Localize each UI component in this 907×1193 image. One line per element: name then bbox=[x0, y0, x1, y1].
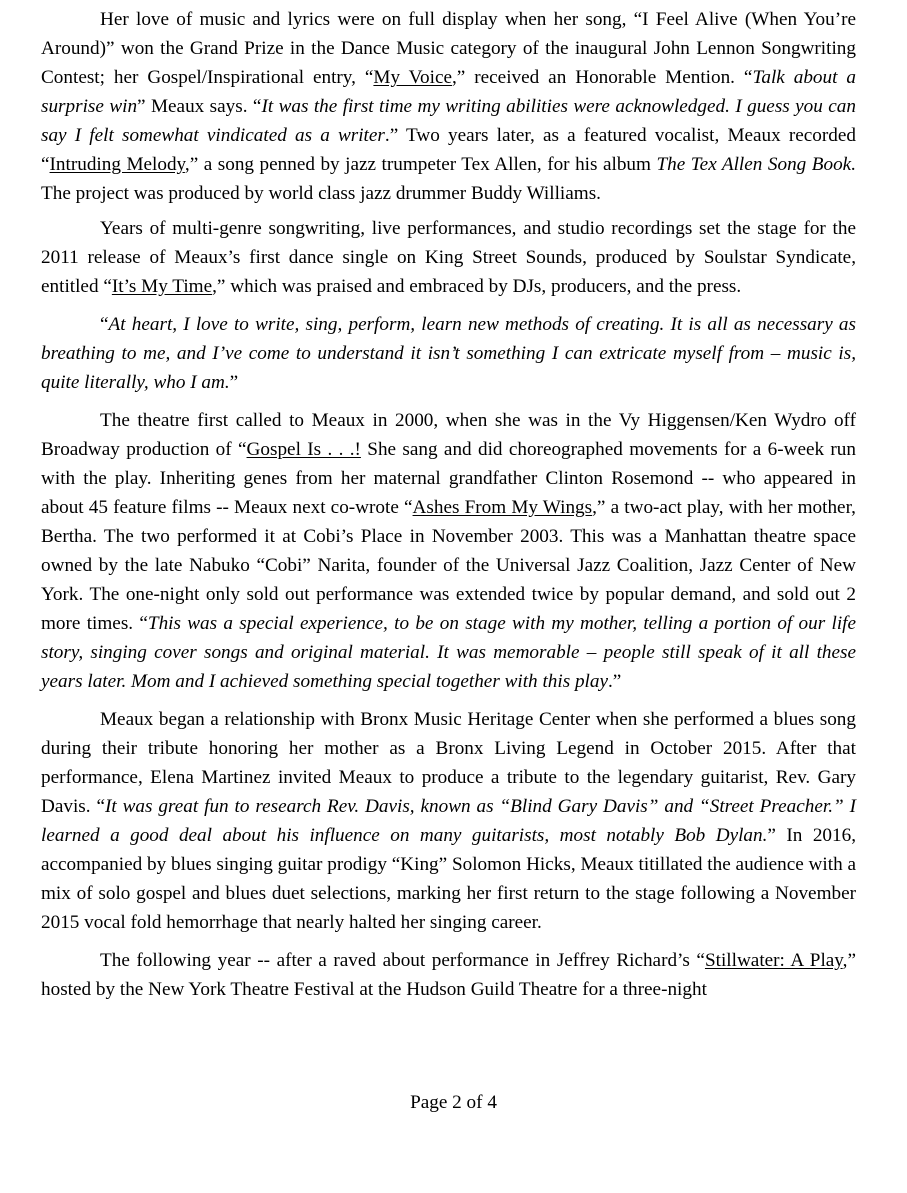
text-run: Meaux began a relationship with Bronx Music Heritage Center when she performed a blues song during their tribute honoring her mother as a Bronx Living Legend in October 2015. After that performance, Elena Martinez invited Meaux to produce a tribute to the legendary guitarist, Rev. Gary Davis. “ bbox=[41, 709, 856, 817]
text-run: ,” hosted by the New York Theatre Festival at the Hudson Guild Theatre for a three-night bbox=[41, 950, 856, 1000]
text-run: The project was produced by world class jazz drummer Buddy Williams. bbox=[41, 183, 601, 204]
text-run: ” bbox=[229, 372, 239, 393]
text-run: .” Two years later, as a featured vocalist, Meaux recorded “ bbox=[41, 125, 856, 175]
paragraph-4 bbox=[41, 406, 856, 696]
text-run: ,” which was praised and embraced by DJs, producers, and the press. bbox=[212, 276, 742, 297]
paragraph-1 bbox=[41, 5, 856, 208]
text-run: ,” received an Honorable Mention. “ bbox=[452, 67, 753, 88]
text-run: Her love of music and lyrics were on full display when her song, “I Feel Alive (When You’re Around)” won the Grand Prize in the Dance Music category of the inaugural John Lennon Songwriting Contest; her Gospel/Inspirational entry, “ bbox=[41, 9, 856, 88]
italic-quote: The Tex Allen Song Book. bbox=[656, 154, 856, 175]
paragraph-3 bbox=[41, 310, 856, 397]
underlined-title: Ashes From My Wings bbox=[412, 497, 593, 518]
text-run: ” In 2016, accompanied by blues singing guitar prodigy “King” Solomon Hicks, Meaux titillated the audience with a mix of solo gospel and blues duet selections, marking her first return to the stage following a November 2015 vocal fold hemorrhage that nearly halted her singing career. bbox=[41, 825, 857, 933]
paragraph-6 bbox=[41, 946, 856, 1004]
page-number: Page 2 of 4 bbox=[410, 1092, 497, 1113]
text-run: She sang and did choreographed movements for a 6-week run with the play. Inheriting genes from her maternal grandfather Clinton Rosemond -- who appeared in about 45 feature films -- Meaux next co-wrote “ bbox=[41, 439, 856, 518]
text-run: ,” a two-act play, with her mother, Bertha. The two performed it at Cobi’s Place in November 2003. This was a Manhattan theatre space owned by the late Nabuko “Cobi” Narita, founder of the Universal Jazz Coalition, Jazz Center of New York. The one-night only sold out performance was extended twice by popular demand, and sold out 2 more times. “ bbox=[41, 497, 856, 634]
underlined-title: Intruding Melody bbox=[49, 154, 185, 175]
underlined-title: Stillwater: A Play bbox=[704, 950, 843, 971]
text-run: Years of multi-genre songwriting, live performances, and studio recordings set the stage for the 2011 release of Meaux’s first dance single on King Street Sounds, produced by Soulstar Syndicate, entitled “ bbox=[41, 218, 856, 297]
italic-quote: It was great fun to research Rev. Davis, known as “Blind Gary Davis” and “Street Preacher.” I learned a good deal about his influence on many guitarists, most notably Bob Dylan. bbox=[41, 796, 856, 846]
italic-quote: It was the first time my writing abilities were acknowledged. I guess you can say I felt somewhat vindicated as a writer bbox=[41, 96, 856, 146]
text-run: The following year -- after a raved about performance in Jeffrey Richard’s “ bbox=[100, 950, 705, 971]
document-body bbox=[41, 5, 856, 1013]
text-run: ” Meaux says. “ bbox=[137, 96, 262, 117]
italic-quote: This was a special experience, to be on stage with my mother, telling a portion of our life story, singing cover songs and original material. It was memorable – people still speak of it all these years later. Mom and I achieved something special together with this play bbox=[41, 613, 857, 692]
text-run: .” bbox=[608, 671, 622, 692]
paragraph-5 bbox=[41, 705, 856, 937]
underlined-title: It’s My Time bbox=[111, 276, 213, 297]
text-run: The theatre first called to Meaux in 2000, when she was in the Vy Higgensen/Ken Wydro off Broadway production of “ bbox=[41, 410, 856, 460]
italic-quote: Talk about a surprise win bbox=[41, 67, 856, 117]
underlined-title: My Voice bbox=[373, 67, 452, 88]
text-run: ,” a song penned by jazz trumpeter Tex Allen, for his album bbox=[184, 154, 657, 175]
paragraph-2 bbox=[41, 214, 856, 301]
underlined-title: Gospel Is . . .! bbox=[246, 439, 361, 460]
italic-quote: At heart, I love to write, sing, perform, learn new methods of creating. It is all as necessary as breathing to me, and I’ve come to understand it isn’t something I can extricate myself from – music is, quite literally, who I am. bbox=[41, 314, 856, 393]
text-run: “ bbox=[100, 314, 109, 335]
